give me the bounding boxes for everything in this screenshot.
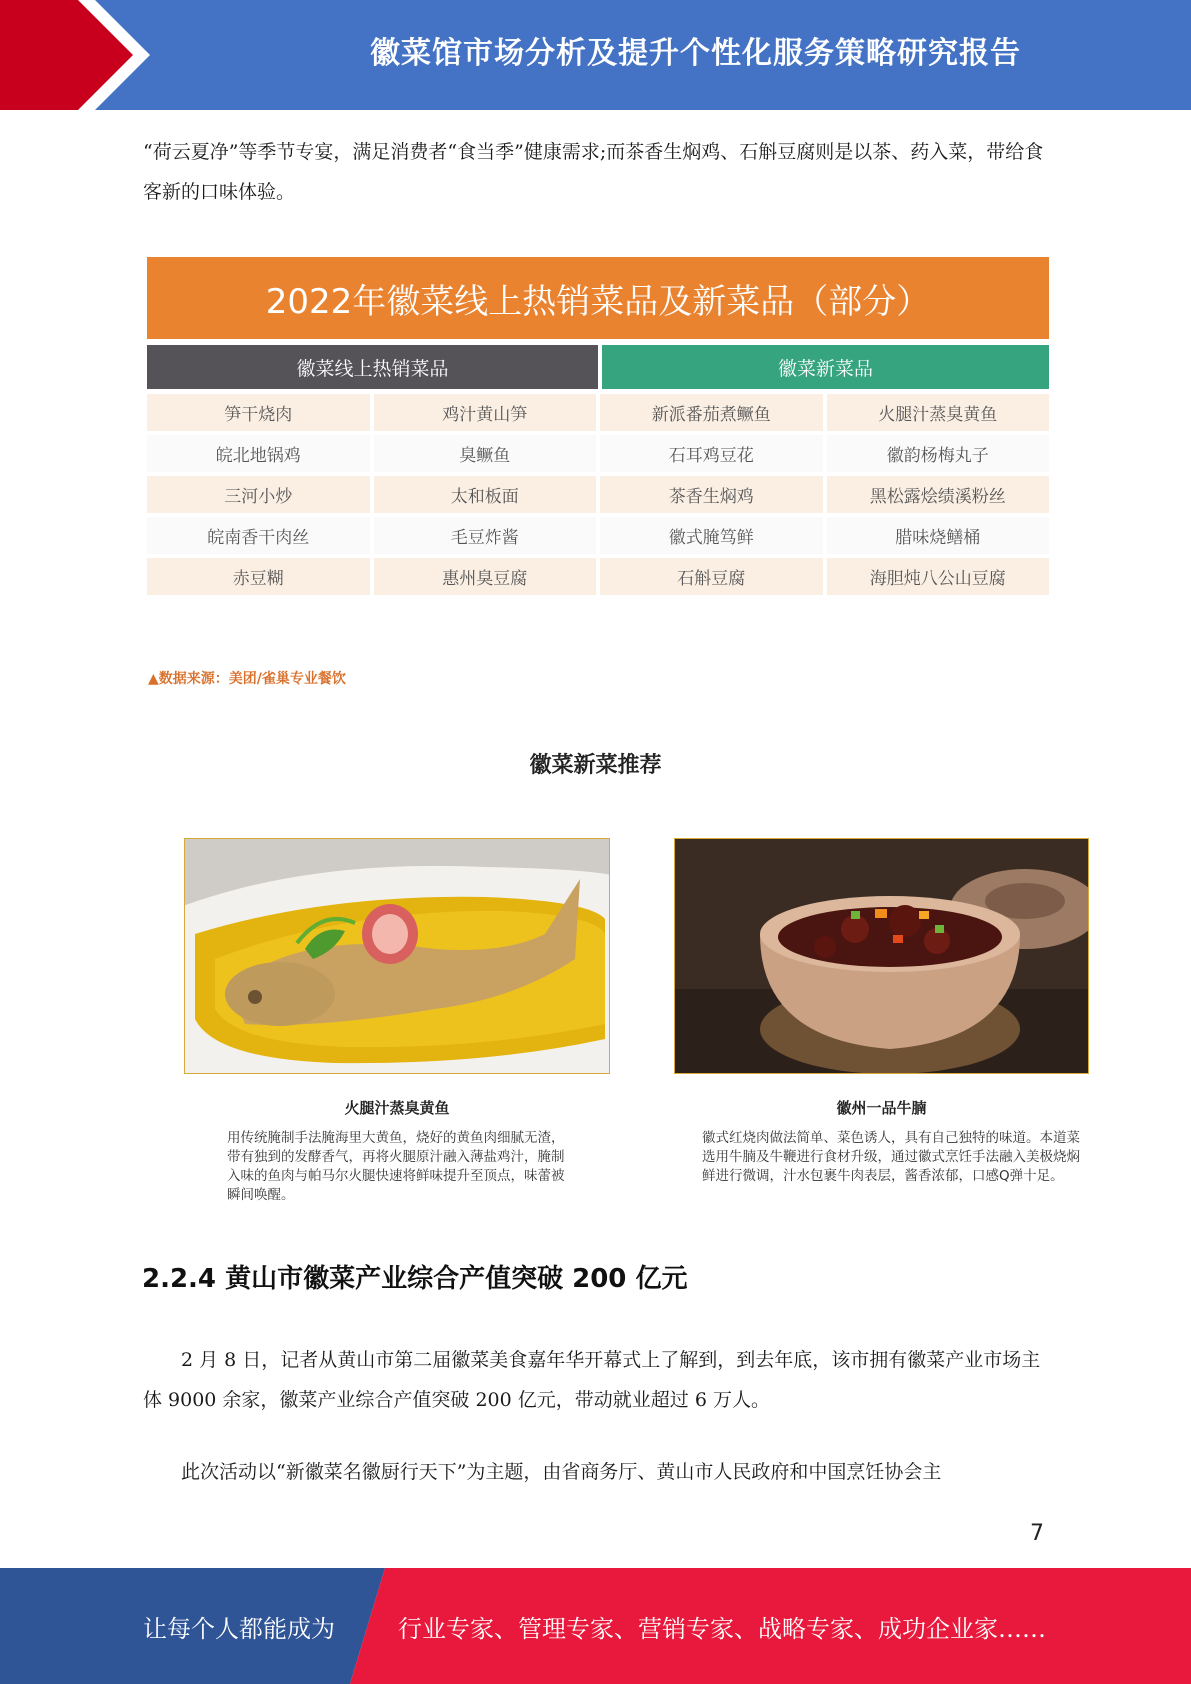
table-cell: 鸡汁黄山笋 xyxy=(374,394,597,431)
page-number: 7 xyxy=(1030,1521,1044,1546)
table-cell: 毛豆炸酱 xyxy=(374,517,597,554)
table-cell: 石耳鸡豆花 xyxy=(600,435,823,472)
page-header xyxy=(0,0,1191,110)
table-cell: 石斛豆腐 xyxy=(600,558,823,595)
table-cell: 太和板面 xyxy=(374,476,597,513)
recommend-title: 徽菜新菜推荐 xyxy=(529,753,662,778)
braised-beef-illustration xyxy=(675,839,1089,1074)
intro-paragraph: “荷云夏净”等季节专宴，满足消费者“食当季”健康需求;而茶香生焖鸡、石斛豆腐则是以茶、药入菜，带给食客新的口味体验。 xyxy=(143,141,1044,203)
table-cell: 臭鳜鱼 xyxy=(374,435,597,472)
dish-name: 火腿汁蒸臭黄鱼 xyxy=(344,1099,450,1117)
table-cell: 三河小炒 xyxy=(147,476,370,513)
table-cell: 腊味烧鳝桶 xyxy=(827,517,1050,554)
hot-dishes-header: 徽菜线上热销菜品 xyxy=(147,345,598,389)
dish-name: 徽州一品牛腩 xyxy=(836,1099,927,1117)
header-chevron-decoration xyxy=(0,0,160,110)
dish-table xyxy=(147,394,1049,595)
table-cell: 黑松露烩绩溪粉丝 xyxy=(827,476,1050,513)
data-source-note: ▲数据来源：美团/雀巢专业餐饮 xyxy=(148,671,346,687)
footer-slogan-left: 让每个人都能成为 xyxy=(143,1614,335,1643)
table-cell: 惠州臭豆腐 xyxy=(374,558,597,595)
table-cell: 笋干烧肉 xyxy=(147,394,370,431)
table-cell: 徽韵杨梅丸子 xyxy=(827,435,1050,472)
table-cell: 茶香生焖鸡 xyxy=(600,476,823,513)
table-cell: 徽式腌笃鲜 xyxy=(600,517,823,554)
steamed-fish-illustration xyxy=(185,839,610,1074)
beef-dish-photo xyxy=(674,838,1089,1074)
table-cell: 海胆炖八公山豆腐 xyxy=(827,558,1050,595)
new-dishes-header: 徽菜新菜品 xyxy=(602,345,1049,389)
report-title: 徽菜馆市场分析及提升个性化服务策略研究报告 xyxy=(370,36,1021,71)
table-cell: 皖北地锅鸡 xyxy=(147,435,370,472)
table-cell: 赤豆糊 xyxy=(147,558,370,595)
fish-dish-photo xyxy=(184,838,610,1074)
section-heading: 2.2.4 黄山市徽菜产业综合产值突破 200 亿元 xyxy=(142,1264,688,1294)
dish-description: 徽式红烧肉做法简单、菜色诱人，具有自己独特的味道。本道菜选用牛腩及牛鞭进行食材升级，通过徽式烹饪手法融入美极烧焖鲜进行微调，汁水包裹牛肉表层，酱香浓郁，口感Q弹十足。 xyxy=(702,1130,1080,1184)
table-cell: 新派番茄煮鳜鱼 xyxy=(600,394,823,431)
page-footer xyxy=(0,1568,1191,1684)
body-paragraph: 此次活动以“新徽菜名徽厨行天下”为主题，由省商务厅、黄山市人民政府和中国烹饪协会主 xyxy=(181,1461,942,1483)
dish-description: 用传统腌制手法腌海里大黄鱼，烧好的黄鱼肉细腻无渣，带有独到的发酵香气，再将火腿原汁融入薄盐鸡汁，腌制入味的鱼肉与帕马尔火腿快速将鲜味提升至顶点，味蕾被瞬间唤醒。 xyxy=(227,1130,565,1203)
table-title-banner: 2022年徽菜线上热销菜品及新菜品（部分） xyxy=(147,257,1049,339)
table-cell: 火腿汁蒸臭黄鱼 xyxy=(827,394,1050,431)
body-paragraph: 2 月 8 日，记者从黄山市第二届徽菜美食嘉年华开幕式上了解到，到去年底，该市拥有徽菜产业市场主体 9000 余家，徽菜产业综合产值突破 200 亿元，带动就业超过 6 万人。 xyxy=(143,1349,1041,1411)
footer-slogan-right: 行业专家、管理专家、营销专家、战略专家、成功企业家…… xyxy=(398,1614,1046,1643)
table-cell: 皖南香干肉丝 xyxy=(147,517,370,554)
